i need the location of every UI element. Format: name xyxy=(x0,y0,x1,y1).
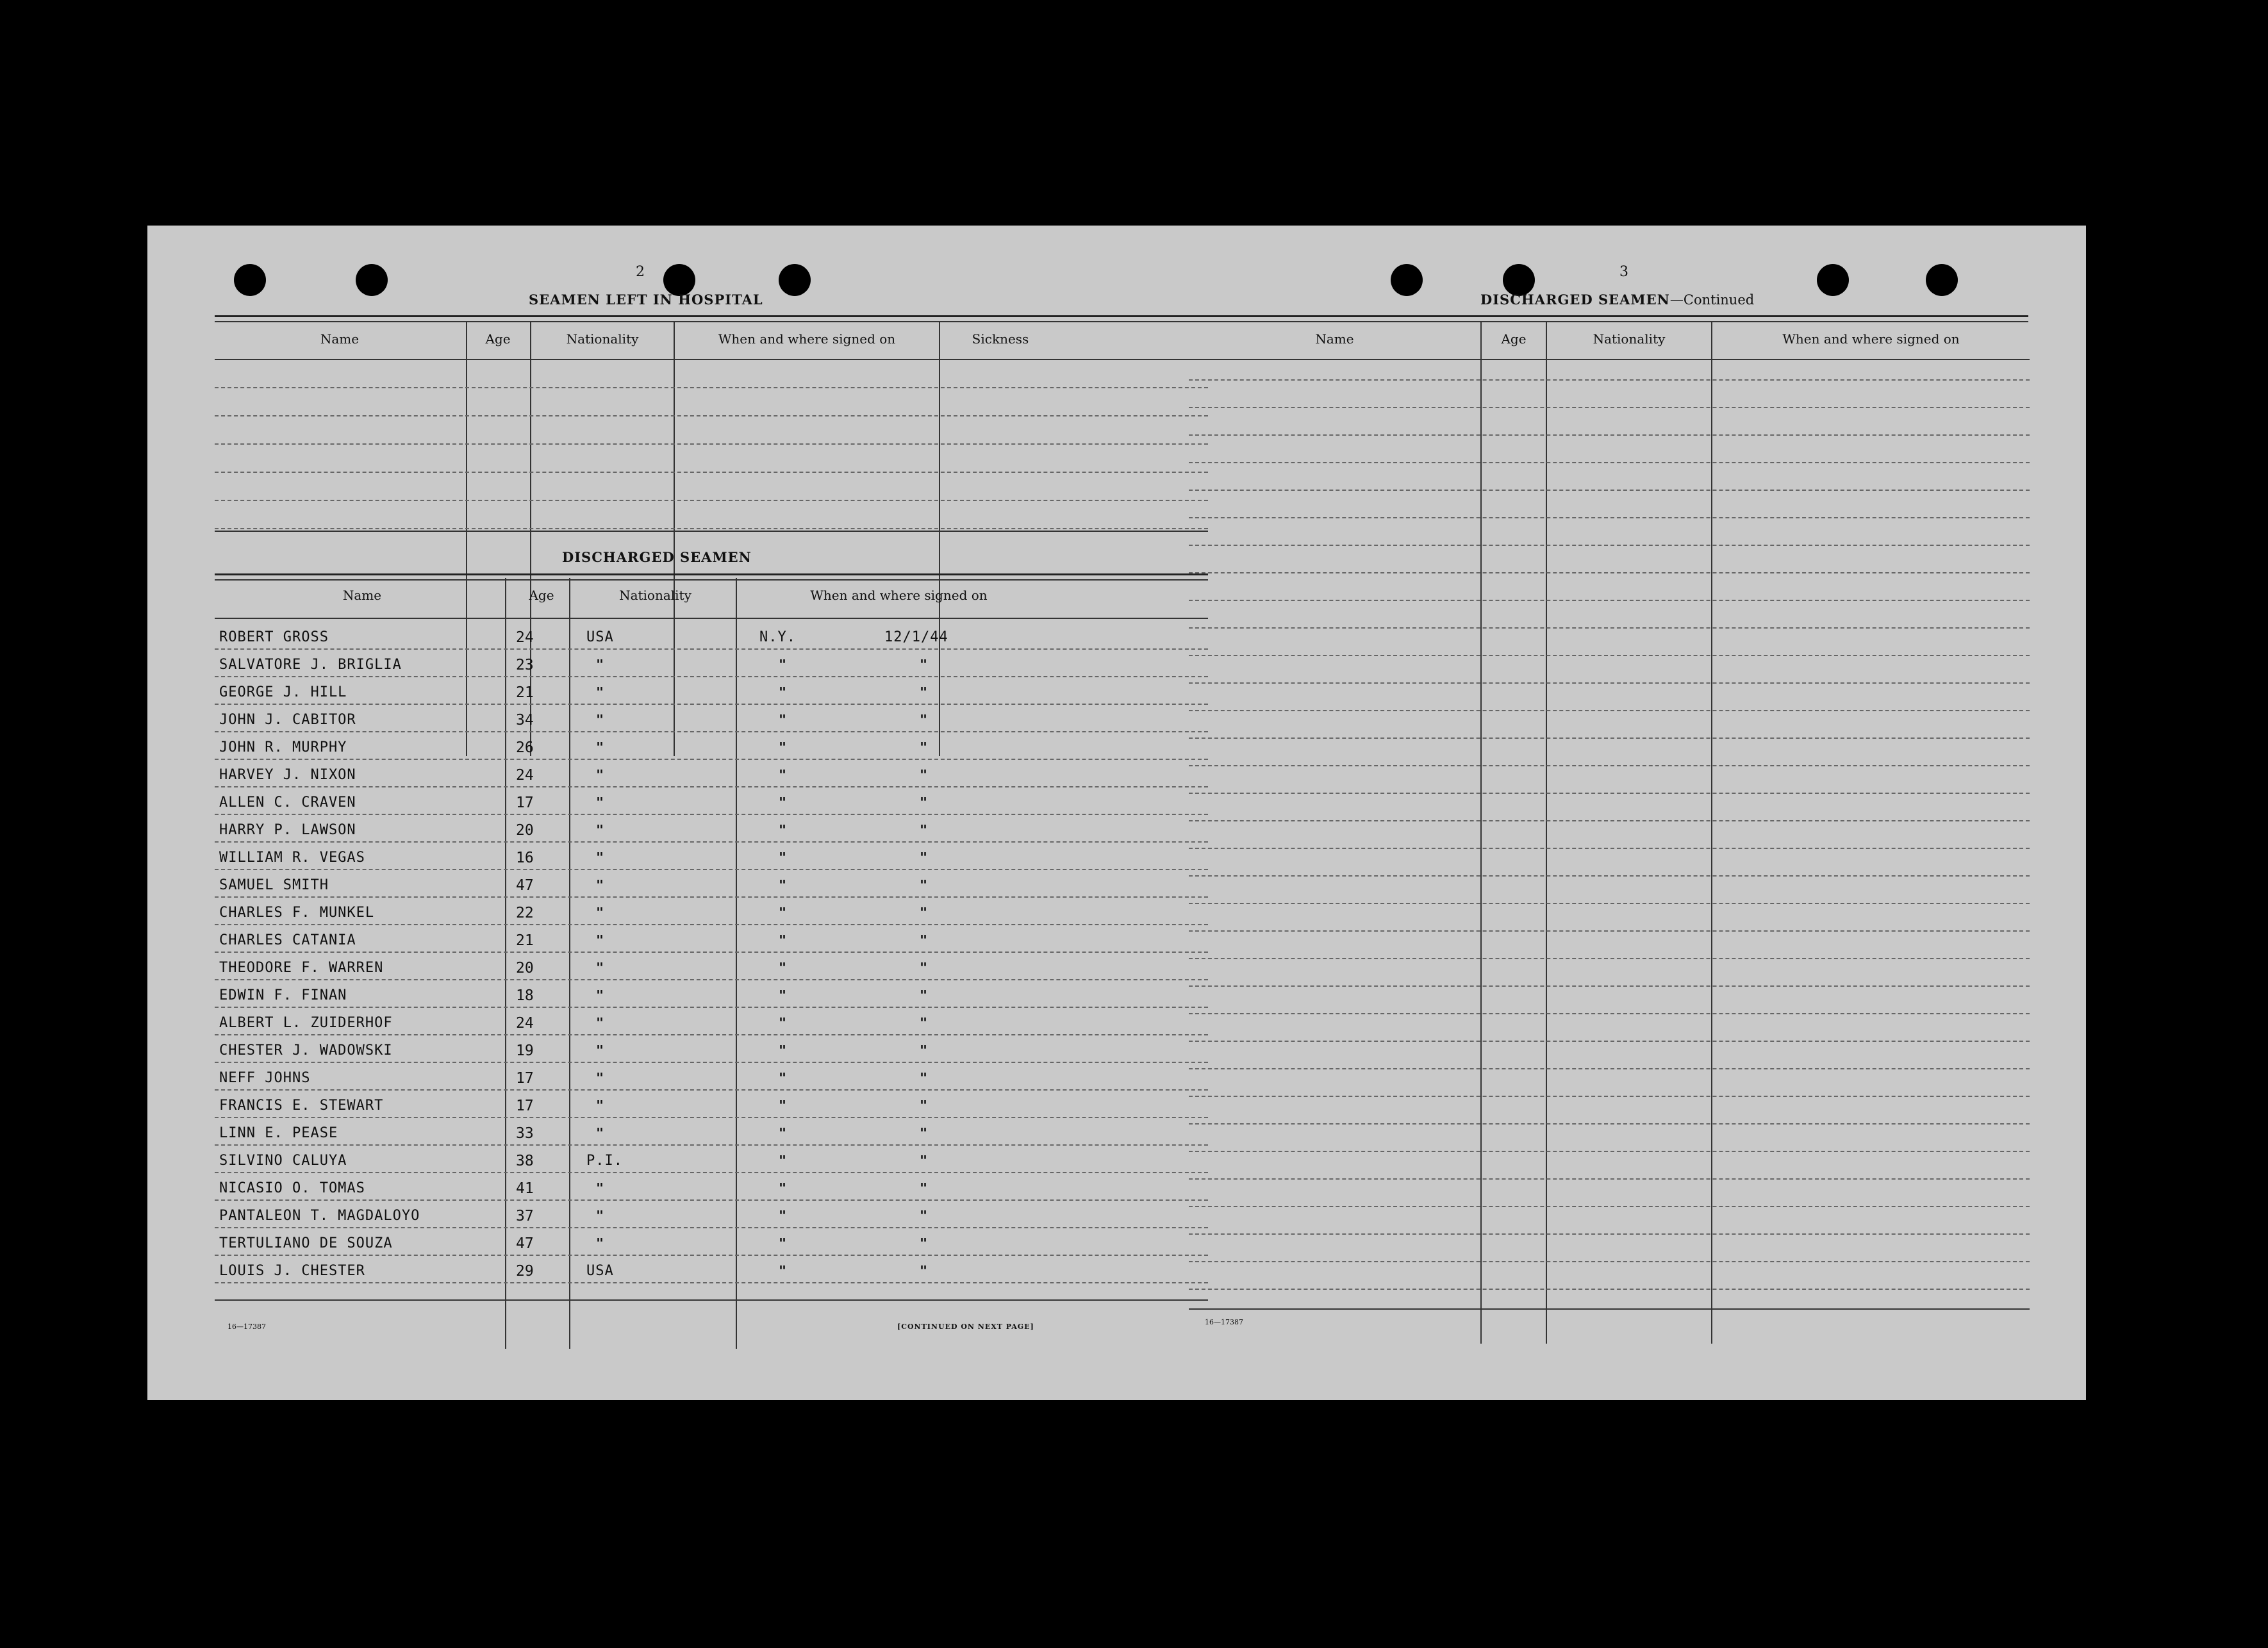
rule xyxy=(1189,359,2030,360)
seaman-signed-on-place: " xyxy=(779,1098,787,1113)
seaman-nationality: " xyxy=(596,1098,604,1113)
seaman-signed-on-place: " xyxy=(779,1263,787,1278)
row-line xyxy=(1189,682,2030,684)
seaman-age: 16 xyxy=(516,850,534,866)
row-line xyxy=(1189,1041,2030,1042)
row-line xyxy=(215,443,1208,445)
seaman-nationality: " xyxy=(596,822,604,837)
seaman-signed-on-date: " xyxy=(920,822,928,837)
seaman-age: 24 xyxy=(516,1015,534,1032)
seaman-signed-on-date: " xyxy=(920,767,928,782)
seaman-age: 20 xyxy=(516,960,534,976)
title-continued: —Continued xyxy=(1669,292,1755,308)
rule xyxy=(736,578,737,1349)
seaman-age: 41 xyxy=(516,1180,534,1197)
punch-hole xyxy=(1817,264,1849,296)
hospital-section-title: SEAMEN LEFT IN HOSPITAL xyxy=(529,292,763,308)
seaman-signed-on-date: " xyxy=(920,1098,928,1113)
row-line xyxy=(215,528,1208,529)
seaman-nationality: " xyxy=(596,877,604,893)
row-line xyxy=(215,500,1208,501)
seaman-nationality: P.I. xyxy=(586,1153,623,1169)
seaman-signed-on-date: " xyxy=(920,987,928,1003)
row-line xyxy=(1189,379,2030,381)
discharged-header-age: Age xyxy=(529,588,554,603)
row-line xyxy=(215,1007,1208,1008)
rule xyxy=(215,618,1208,619)
row-line xyxy=(1189,1013,2030,1014)
row-line xyxy=(1189,1178,2030,1180)
seaman-signed-on-date: " xyxy=(920,657,928,672)
row-line xyxy=(1189,1289,2030,1290)
row-line xyxy=(215,896,1208,898)
seaman-age: 19 xyxy=(516,1042,534,1059)
row-line xyxy=(1189,875,2030,877)
seaman-nationality: " xyxy=(596,1208,604,1223)
seaman-signed-on-date: " xyxy=(920,1235,928,1251)
row-line xyxy=(1189,793,2030,794)
page-number: 3 xyxy=(1619,264,1628,280)
hospital-header-name: Name xyxy=(320,331,360,347)
row-line xyxy=(1189,1233,2030,1235)
seaman-signed-on-date: " xyxy=(920,905,928,920)
punch-hole xyxy=(1926,264,1958,296)
row-line xyxy=(215,704,1208,705)
row-line xyxy=(1189,517,2030,518)
discharged-header-name: Name xyxy=(342,588,382,603)
seaman-signed-on-date: " xyxy=(920,1042,928,1058)
seaman-age: 33 xyxy=(516,1125,534,1142)
row-line xyxy=(215,759,1208,760)
seaman-signed-on-date: " xyxy=(920,1153,928,1168)
seaman-age: 47 xyxy=(516,877,534,894)
rule xyxy=(569,578,570,1349)
seaman-signed-on-date: " xyxy=(920,684,928,700)
rule xyxy=(215,1299,1208,1301)
row-line xyxy=(1189,765,2030,766)
seaman-age: 23 xyxy=(516,657,534,673)
row-line xyxy=(1189,1261,2030,1262)
seaman-nationality: " xyxy=(596,1042,604,1058)
row-line xyxy=(215,1034,1208,1035)
discharged-continued-title xyxy=(1480,292,1754,308)
seaman-signed-on-place: " xyxy=(779,822,787,837)
seaman-signed-on-place: " xyxy=(779,1153,787,1168)
row-line xyxy=(215,648,1208,650)
seaman-age: 34 xyxy=(516,712,534,729)
seaman-nationality: " xyxy=(596,905,604,920)
seaman-age: 26 xyxy=(516,739,534,756)
continued-header-nationality: Nationality xyxy=(1593,331,1666,347)
seaman-signed-on-date: " xyxy=(920,960,928,975)
seaman-nationality: " xyxy=(596,932,604,948)
seaman-age: 21 xyxy=(516,684,534,701)
seaman-signed-on-place: " xyxy=(779,1125,787,1141)
seaman-signed-on-date: " xyxy=(920,739,928,755)
row-line xyxy=(215,924,1208,925)
seaman-nationality: " xyxy=(596,987,604,1003)
row-line xyxy=(1189,710,2030,711)
seaman-nationality: " xyxy=(596,684,604,700)
rule xyxy=(1189,1308,2030,1310)
seaman-name: SAMUEL SMITH xyxy=(219,877,329,893)
row-line xyxy=(1189,930,2030,932)
seaman-age: 47 xyxy=(516,1235,534,1252)
seaman-age: 17 xyxy=(516,1098,534,1114)
rule xyxy=(505,578,506,1349)
continued-note: [CONTINUED ON NEXT PAGE] xyxy=(897,1323,1034,1331)
seaman-signed-on-place: " xyxy=(779,1070,787,1085)
row-line xyxy=(215,1089,1208,1091)
rule xyxy=(1711,322,1712,1344)
discharged-header-nationality: Nationality xyxy=(619,588,691,603)
seaman-name: LOUIS J. CHESTER xyxy=(219,1263,365,1279)
row-line xyxy=(1189,572,2030,573)
row-line xyxy=(1189,903,2030,904)
seaman-signed-on-place: " xyxy=(779,1235,787,1251)
row-line xyxy=(1189,1206,2030,1207)
continued-header-name: Name xyxy=(1315,331,1354,347)
row-line xyxy=(215,952,1208,953)
row-line xyxy=(215,676,1208,677)
seaman-nationality: USA xyxy=(586,1263,614,1279)
seaman-nationality: " xyxy=(596,850,604,865)
row-line xyxy=(215,1144,1208,1146)
row-line xyxy=(1189,655,2030,656)
seaman-name: EDWIN F. FINAN xyxy=(219,987,347,1003)
seaman-name: CHARLES F. MUNKEL xyxy=(219,905,375,921)
seaman-name: WILLIAM R. VEGAS xyxy=(219,850,365,866)
row-line xyxy=(215,387,1208,388)
row-line xyxy=(1189,958,2030,959)
seaman-signed-on-place: " xyxy=(779,960,787,975)
row-line xyxy=(1189,627,2030,629)
seaman-name: ALBERT L. ZUIDERHOF xyxy=(219,1015,393,1031)
seaman-name: CHARLES CATANIA xyxy=(219,932,356,948)
seaman-signed-on-place: " xyxy=(779,905,787,920)
seaman-name: NEFF JOHNS xyxy=(219,1070,311,1086)
seaman-signed-on-place: " xyxy=(779,739,787,755)
row-line xyxy=(215,786,1208,787)
seaman-nationality: " xyxy=(596,657,604,672)
row-line xyxy=(215,415,1208,416)
row-line xyxy=(215,1117,1208,1118)
row-line xyxy=(1189,600,2030,601)
seaman-signed-on-place: " xyxy=(779,932,787,948)
seaman-age: 38 xyxy=(516,1153,534,1169)
seaman-nationality: USA xyxy=(586,629,614,645)
rule xyxy=(215,531,1208,532)
seaman-name: ROBERT GROSS xyxy=(219,629,329,645)
seaman-name: HARVEY J. NIXON xyxy=(219,767,356,783)
seaman-nationality: " xyxy=(596,1015,604,1030)
seaman-name: NICASIO O. TOMAS xyxy=(219,1180,365,1196)
row-line xyxy=(1189,820,2030,821)
seaman-signed-on-place: " xyxy=(779,987,787,1003)
punch-hole xyxy=(779,264,811,296)
seaman-signed-on-place: " xyxy=(779,1208,787,1223)
document-sheet xyxy=(147,226,2086,1400)
row-line xyxy=(215,1199,1208,1201)
seaman-signed-on-date: " xyxy=(920,795,928,810)
seaman-age: 21 xyxy=(516,932,534,949)
row-line xyxy=(1189,848,2030,849)
punch-hole xyxy=(1391,264,1423,296)
seaman-signed-on-date: " xyxy=(920,1263,928,1278)
row-line xyxy=(1189,1151,2030,1152)
seaman-signed-on-place: " xyxy=(779,795,787,810)
row-line xyxy=(1189,490,2030,491)
seaman-nationality: " xyxy=(596,1070,604,1085)
continued-header-signed-on: When and where signed on xyxy=(1782,331,1960,347)
row-line xyxy=(1189,1068,2030,1069)
seaman-signed-on-place: N.Y. xyxy=(759,629,796,645)
seaman-signed-on-place: " xyxy=(779,1180,787,1196)
seaman-signed-on-place: " xyxy=(779,877,787,893)
seaman-nationality: " xyxy=(596,1125,604,1141)
seaman-nationality: " xyxy=(596,739,604,755)
seaman-age: 17 xyxy=(516,1070,534,1087)
seaman-signed-on-date: 12/1/44 xyxy=(884,629,948,645)
hospital-header-sickness: Sickness xyxy=(972,331,1029,347)
seaman-name: FRANCIS E. STEWART xyxy=(219,1098,384,1114)
seaman-name: SALVATORE J. BRIGLIA xyxy=(219,657,402,673)
seaman-signed-on-date: " xyxy=(920,877,928,893)
row-line xyxy=(1189,1123,2030,1125)
seaman-signed-on-place: " xyxy=(779,1042,787,1058)
seaman-age: 22 xyxy=(516,905,534,921)
row-line xyxy=(1189,737,2030,739)
rule xyxy=(215,315,1205,322)
seaman-name: LINN E. PEASE xyxy=(219,1125,338,1141)
row-line xyxy=(215,979,1208,980)
seaman-name: CHESTER J. WADOWSKI xyxy=(219,1042,393,1059)
seaman-name: ALLEN C. CRAVEN xyxy=(219,795,356,811)
seaman-signed-on-place: " xyxy=(779,657,787,672)
seaman-nationality: " xyxy=(596,960,604,975)
row-line xyxy=(215,841,1208,843)
row-line xyxy=(1189,434,2030,436)
seaman-signed-on-date: " xyxy=(920,850,928,865)
hospital-header-age: Age xyxy=(485,331,511,347)
discharged-section-title: DISCHARGED SEAMEN xyxy=(562,549,752,565)
seaman-signed-on-date: " xyxy=(920,712,928,727)
seaman-signed-on-date: " xyxy=(920,1070,928,1085)
seaman-signed-on-place: " xyxy=(779,1015,787,1030)
seaman-name: GEORGE J. HILL xyxy=(219,684,347,700)
seaman-nationality: " xyxy=(596,712,604,727)
hospital-header-nationality: Nationality xyxy=(566,331,639,347)
row-line xyxy=(215,814,1208,815)
seaman-age: 24 xyxy=(516,767,534,784)
seaman-nationality: " xyxy=(596,1235,604,1251)
seaman-age: 37 xyxy=(516,1208,534,1224)
row-line xyxy=(215,1172,1208,1173)
title-main: DISCHARGED SEAMEN xyxy=(1480,292,1670,308)
row-line xyxy=(1189,462,2030,463)
continued-header-age: Age xyxy=(1501,331,1527,347)
form-number: 16—17387 xyxy=(228,1323,266,1331)
row-line xyxy=(215,731,1208,732)
seaman-nationality: " xyxy=(596,767,604,782)
seaman-name: PANTALEON T. MAGDALOYO xyxy=(219,1208,420,1224)
rule xyxy=(1480,322,1482,1344)
row-line xyxy=(215,1062,1208,1063)
seaman-signed-on-place: " xyxy=(779,850,787,865)
seaman-signed-on-place: " xyxy=(779,767,787,782)
seaman-age: 20 xyxy=(516,822,534,839)
seaman-name: JOHN J. CABITOR xyxy=(219,712,356,728)
seaman-signed-on-date: " xyxy=(920,1125,928,1141)
page-number: 2 xyxy=(636,264,645,280)
rule xyxy=(1546,322,1547,1344)
seaman-name: HARRY P. LAWSON xyxy=(219,822,356,838)
form-number: 16—17387 xyxy=(1205,1318,1243,1326)
row-line xyxy=(1189,985,2030,987)
row-line xyxy=(215,869,1208,870)
seaman-name: TERTULIANO DE SOUZA xyxy=(219,1235,393,1251)
seaman-signed-on-date: " xyxy=(920,932,928,948)
seaman-age: 17 xyxy=(516,795,534,811)
row-line xyxy=(1189,545,2030,546)
hospital-header-signed-on: When and where signed on xyxy=(718,331,896,347)
discharged-header-signed-on: When and where signed on xyxy=(810,588,988,603)
seaman-name: SILVINO CALUYA xyxy=(219,1153,347,1169)
row-line xyxy=(215,1227,1208,1228)
seaman-age: 29 xyxy=(516,1263,534,1280)
rule xyxy=(215,573,1208,581)
row-line xyxy=(215,1255,1208,1256)
seaman-name: JOHN R. MURPHY xyxy=(219,739,347,755)
seaman-nationality: " xyxy=(596,1180,604,1196)
row-line xyxy=(1189,1096,2030,1097)
seaman-nationality: " xyxy=(596,795,604,810)
seaman-age: 24 xyxy=(516,629,534,646)
rule xyxy=(1189,315,2028,322)
row-line xyxy=(215,472,1208,473)
punch-hole xyxy=(356,264,388,296)
seaman-age: 18 xyxy=(516,987,534,1004)
row-line xyxy=(1189,407,2030,408)
seaman-signed-on-place: " xyxy=(779,712,787,727)
seaman-signed-on-place: " xyxy=(779,684,787,700)
row-line xyxy=(215,1282,1208,1283)
rule xyxy=(215,359,1208,360)
seaman-signed-on-date: " xyxy=(920,1015,928,1030)
seaman-name: THEODORE F. WARREN xyxy=(219,960,384,976)
punch-hole xyxy=(234,264,266,296)
seaman-signed-on-date: " xyxy=(920,1208,928,1223)
seaman-signed-on-date: " xyxy=(920,1180,928,1196)
